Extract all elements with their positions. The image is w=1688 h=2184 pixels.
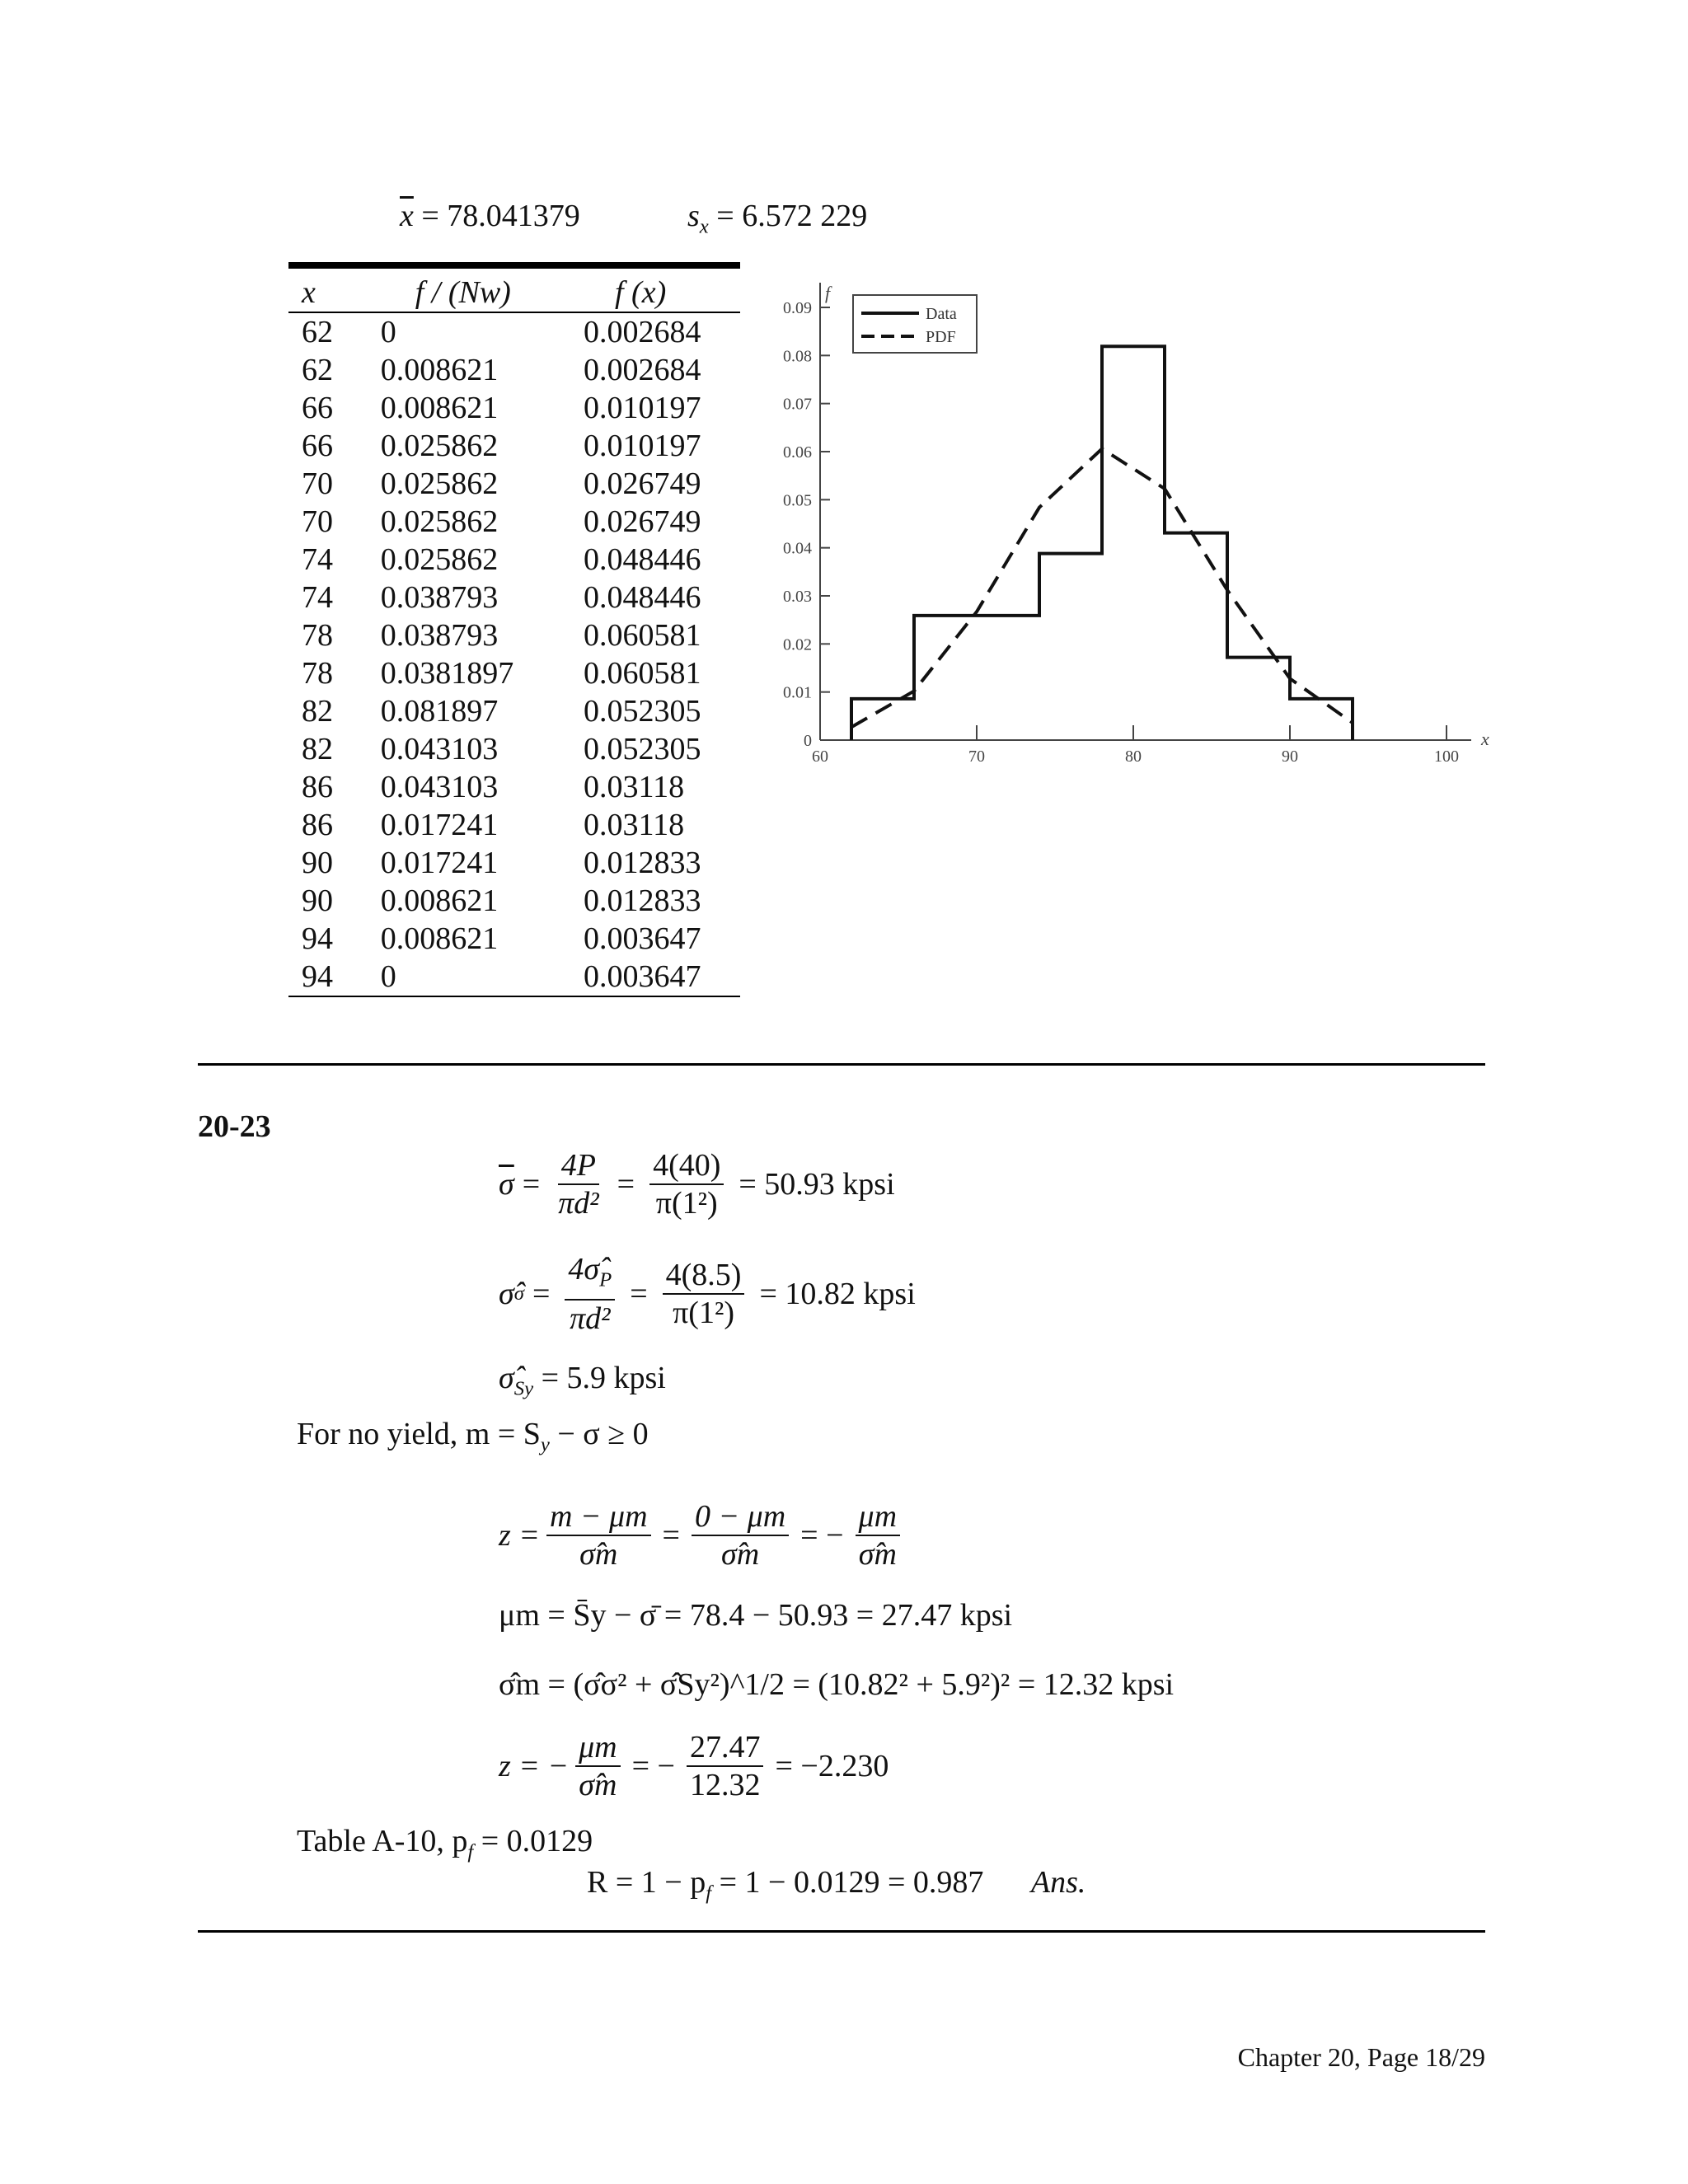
table-row (288, 806, 740, 844)
table-row (288, 616, 740, 654)
x-tick-label: 60 (812, 748, 828, 766)
section-divider (198, 1063, 1485, 1066)
table-row (288, 503, 740, 541)
mean-value: $\overline{x} = 78.041379$ (400, 199, 580, 233)
table-cell: 0.03118 (583, 770, 685, 804)
x-axis-label: x (1481, 729, 1489, 749)
table-cell: 70 (302, 466, 333, 501)
no-yield-condition: For no yield, $m = S_y - \sigma \ge 0$ (297, 1417, 649, 1456)
table-cell: 0.010197 (583, 429, 701, 463)
table-row (288, 958, 740, 996)
table-cell: 0.038793 (380, 580, 499, 615)
table-row (288, 654, 740, 692)
std-dev-value: $s_x = 6.572$ 229 (687, 199, 868, 238)
x-tick-label: 80 (1125, 748, 1142, 766)
table-cell: 90 (302, 846, 333, 880)
table-cell: 78 (302, 656, 333, 691)
table-cell: 0.038793 (380, 618, 499, 653)
mean-text: = 78.041379 (413, 199, 580, 233)
x-tick-label: 70 (968, 748, 985, 766)
equation-margin-mean: μm = S̄y − σ̄ = 78.4 − 50.93 = 27.47 kpsi (499, 1598, 1013, 1633)
table-cell: 94 (302, 921, 333, 956)
table-cell: 66 (302, 391, 333, 425)
table-cell: 0.025862 (380, 429, 499, 463)
table-cell: 90 (302, 883, 333, 918)
table-row (288, 465, 740, 503)
y-tick-label: 0.09 (783, 299, 812, 317)
frequency-table (288, 262, 740, 997)
col-header-x: x (288, 265, 381, 312)
problem-number: 20-23 (198, 1109, 271, 1144)
table-cell: 74 (302, 580, 333, 615)
y-axis-label: f (825, 283, 831, 303)
table-cell: 0.0381897 (380, 656, 514, 691)
equation-z-definition: z = $\frac{m - \mu m}{\sigmâm}$ = $\frac{0 - \mu m}{\sigmâm}$ = − $\frac{\mu m}{\sigmâm}$ (499, 1498, 907, 1572)
y-tick-label: 0.06 (783, 443, 812, 462)
legend-box (853, 295, 977, 353)
series-data-line (851, 346, 1353, 740)
table-cell: 0.025862 (380, 504, 499, 539)
table-cell: 70 (302, 504, 333, 539)
table-cell: 86 (302, 808, 333, 842)
table-cell: 0.048446 (583, 542, 701, 577)
table-cell: 0.060581 (583, 618, 701, 653)
page-footer: Chapter 20, Page 18/29 (1237, 2042, 1485, 2072)
table-cell: 0.008621 (380, 391, 499, 425)
table-cell: 82 (302, 694, 333, 729)
table-cell: 0.043103 (380, 770, 499, 804)
table-row (288, 351, 740, 389)
table-cell: 0.008621 (380, 921, 499, 956)
legend-label-pdf: PDF (926, 328, 956, 346)
table-row (288, 427, 740, 465)
y-tick-label: 0.07 (783, 395, 812, 414)
table-header-row (288, 265, 740, 312)
table-row (288, 389, 740, 427)
table-row (288, 882, 740, 920)
table-row (288, 844, 740, 882)
table-cell: 86 (302, 770, 333, 804)
table-cell: 0.03118 (583, 808, 685, 842)
table-cell: 0.025862 (380, 466, 499, 501)
table-cell: 66 (302, 429, 333, 463)
table-cell: 0.002684 (583, 315, 701, 349)
table-cell: 0.010197 (583, 391, 701, 425)
table-row (288, 920, 740, 958)
table-row (288, 692, 740, 730)
x-tick-label: 90 (1282, 748, 1298, 766)
y-tick-label: 0.02 (783, 635, 812, 654)
y-tick-label: 0.05 (783, 491, 812, 510)
table-cell: 0.081897 (380, 694, 499, 729)
section-divider-bottom (198, 1930, 1485, 1933)
table-row (288, 312, 740, 351)
y-tick-label: 0.04 (783, 539, 812, 558)
table-cell: 0.052305 (583, 694, 701, 729)
table-cell: 0.003647 (584, 958, 740, 996)
col-header-fnw: f / (Nw) (381, 265, 584, 312)
answer-label: Ans. (1030, 1865, 1086, 1900)
table-cell: 0.060581 (583, 656, 701, 691)
table-body (288, 312, 740, 996)
y-tick-label: 0.03 (783, 588, 812, 606)
equation-margin-std: σ̂m = (σ̂σ² + σ̂Sy²)^1/2 = (10.82² + 5.9²)² = 12.32 kpsi (499, 1667, 1175, 1702)
table-cell: 0.003647 (583, 921, 701, 956)
table-cell: 0 (381, 958, 584, 996)
table-cell: 0.012833 (583, 883, 701, 918)
y-tick-label: 0.01 (783, 683, 812, 702)
table-cell: 0.012833 (583, 846, 701, 880)
col-header-fx: f (x) (584, 265, 740, 312)
y-tick-label: 0.08 (783, 347, 812, 366)
equation-z-value: z = − $\frac{\mu m}{\sigmâm}$ = − $\frac{27.47}{12.32}$ = −2.230 (499, 1730, 889, 1802)
table-cell: 74 (302, 542, 333, 577)
table-cell: 78 (302, 618, 333, 653)
table-cell: 0.008621 (380, 883, 499, 918)
table-cell: 0.052305 (583, 732, 701, 766)
histogram-chart (754, 262, 1496, 773)
equation-mean-stress: $\overline{\sigma}$ = $\frac{4P}{\text{πd²}}$ = $\frac{4(40)}{\text{π(1²)}}$ = 50.93 kpsi (499, 1148, 895, 1221)
x-tick-label: 100 (1434, 748, 1459, 766)
table-cell: 62 (302, 315, 333, 349)
table-cell: 0.026749 (583, 466, 701, 501)
table-cell: 0.025862 (380, 542, 499, 577)
equation-strength-std: $\sigmâ_{Sy} = 5.9$ kpsi (499, 1361, 666, 1400)
table-row (288, 768, 740, 806)
legend-label-data: Data (926, 305, 957, 323)
equation-stress-std: σ̂ σ = $\frac{4\sigmâ_P}{\text{πd²}}$ = $\frac{4(8.5)}{\text{π(1²)}}$ = 10.82 kpsi (499, 1252, 916, 1336)
table-cell: 62 (302, 353, 333, 387)
table-row (288, 541, 740, 579)
table-cell: 0.043103 (380, 732, 499, 766)
table-cell: 82 (302, 732, 333, 766)
reliability-result: $R = 1 - p_f = 1 - 0.0129 = 0.987$ Ans. (587, 1865, 1086, 1905)
table-cell: 0.017241 (380, 808, 499, 842)
table-row (288, 730, 740, 768)
table-cell: 0.048446 (583, 580, 701, 615)
table-row (288, 579, 740, 616)
table-reference: Table A-10, $p_f = 0.0129$ (297, 1824, 593, 1863)
table-cell: 94 (288, 958, 381, 996)
table-cell: 0 (380, 315, 396, 349)
table-cell: 0.002684 (583, 353, 701, 387)
table-cell: 0.026749 (583, 504, 701, 539)
y-tick-label: 0 (804, 732, 812, 750)
table-cell: 0.017241 (380, 846, 499, 880)
table-cell: 0.008621 (380, 353, 499, 387)
